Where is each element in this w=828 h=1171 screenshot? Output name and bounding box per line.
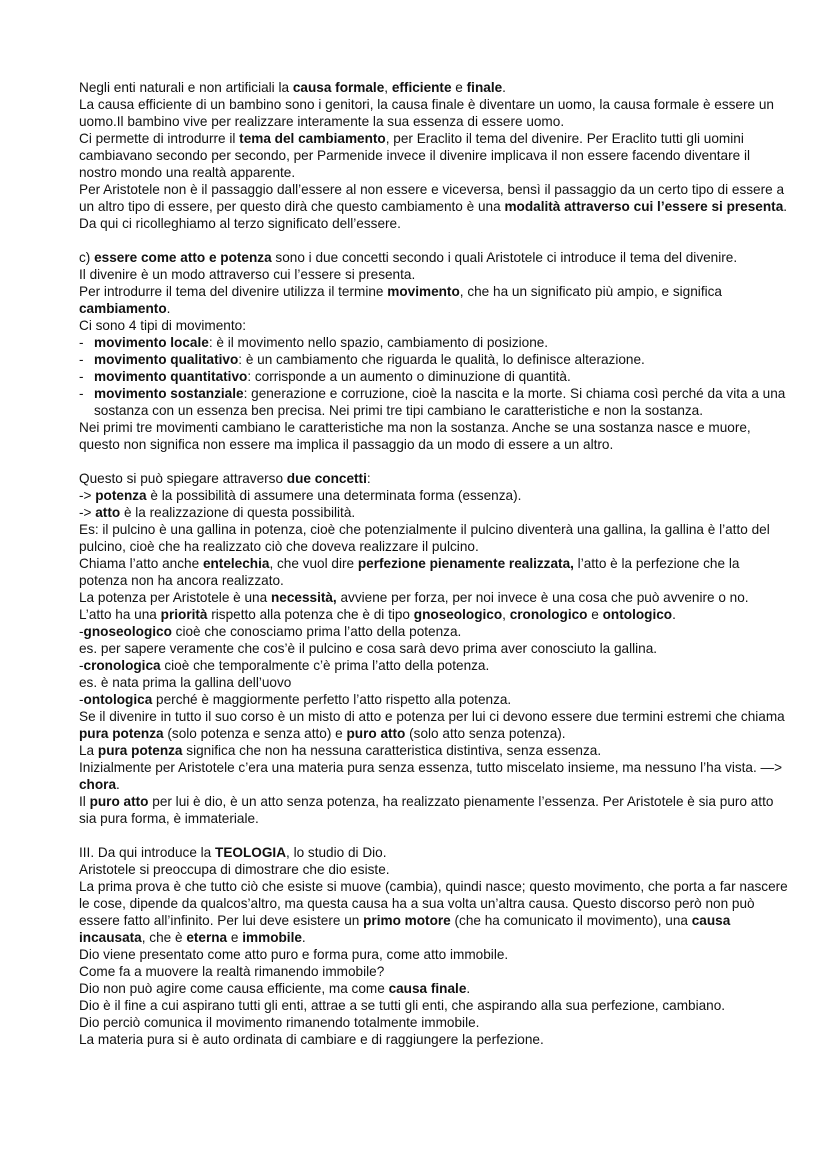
bold-term: efficiente — [391, 80, 452, 95]
text-run: sono i due concetti secondo i quali Aristotele ci introduce il tema del divenire. — [271, 250, 738, 265]
text-run: e — [587, 607, 603, 622]
paragraph — [79, 487, 788, 504]
text-run: c) — [79, 250, 95, 265]
text-run: Chiama l’atto anche — [79, 556, 203, 571]
text-run: (solo atto senza potenza). — [405, 726, 566, 741]
text-run: e — [227, 930, 243, 945]
paragraph — [79, 1014, 788, 1031]
text-run: , per Eraclito il tema del divenire. Per Eraclito tutti gli uomini cambiavano secondo per secondo, per Parmenide invece il divenire implicava il non essere facendo diventare il nostro mondo una realtà apparente. — [79, 131, 751, 180]
text-run: Es: il pulcino è una gallina in potenza, cioè che potenzialmente il pulcino diventerà una gallina, la gallina è l’atto del pulcino, cioè che ha realizzato ciò che doveva realizzare il pulcino. — [79, 522, 770, 554]
text-run: , che ha un significato più ampio, e significa — [459, 284, 722, 299]
paragraph-gap — [79, 232, 788, 249]
paragraph — [79, 606, 788, 623]
text-run: Il divenire è un modo attraverso cui l’essere si presenta. — [79, 267, 416, 282]
paragraph — [79, 555, 788, 589]
section-movement-note — [79, 419, 788, 453]
paragraph — [79, 793, 788, 827]
paragraph — [79, 844, 788, 861]
paragraph-gap — [79, 827, 788, 844]
text-run: La prima prova è che tutto ciò che esiste si muove (cambia), quindi nasce; questo movimento, che porta a far nascere le cose, dipende da qualcos’altro, ma questa causa ha a sua volta un’altra causa. Questo discorso però non può essere fatto all’infinito. Per lui deve esistere un — [79, 879, 788, 928]
bold-term: potenza — [95, 488, 147, 503]
paragraph — [79, 946, 788, 963]
text-run: Come fa a muovere la realtà rimanendo immobile? — [79, 964, 385, 979]
bold-term: chora — [79, 777, 117, 792]
text-run: rispetto alla potenza che è di tipo — [207, 607, 414, 622]
text-run: : generazione e corruzione, cioè la nascita e la morte. Si chiama così perché da vita a una sostanza con un essenza ben precisa. Nei primi tre tipi cambiano le caratteristiche e non la sostanza. — [94, 386, 786, 418]
text-run: cioè che temporalmente c’è prima l’atto della potenza. — [160, 658, 490, 673]
text-run: La potenza per Aristotele è una — [79, 590, 271, 605]
bold-term: ontologico — [602, 607, 673, 622]
text-run: III. Da qui introduce la — [79, 845, 216, 860]
paragraph — [79, 674, 788, 691]
paragraph — [79, 691, 788, 708]
text-run: , che è — [141, 930, 187, 945]
text-run: significa che non ha nessuna caratteristica distintiva, senza essenza. — [182, 743, 602, 758]
text-run: : — [366, 471, 371, 486]
text-run: : è il movimento nello spazio, cambiamento di posizione. — [208, 335, 549, 350]
text-run: Dio perciò comunica il movimento rimanendo totalmente immobile. — [79, 1015, 480, 1030]
movement-types-list — [79, 334, 788, 419]
paragraph — [79, 708, 788, 742]
paragraph — [79, 249, 788, 266]
paragraph — [79, 266, 788, 283]
bold-term: necessità, — [270, 590, 337, 605]
text-run: - — [79, 692, 84, 707]
section-act-potency — [79, 249, 788, 334]
list-item — [79, 385, 788, 419]
paragraph — [79, 521, 788, 555]
text-run: -> — [79, 505, 96, 520]
paragraph — [79, 878, 788, 946]
text-run: Inizialmente per Aristotele c’era una materia pura senza essenza, tutto miscelato insieme, ma nessuno l’ha vista. —> — [79, 760, 783, 775]
paragraph — [79, 79, 788, 96]
bold-term: causa incausata — [79, 913, 731, 945]
text-run: Ci sono 4 tipi di movimento: — [79, 318, 246, 333]
bold-term: movimento — [387, 284, 460, 299]
text-run: La materia pura si è auto ordinata di cambiare e di raggiungere la perfezione. — [79, 1032, 544, 1047]
text-run: es. per sapere veramente che cos’è il pulcino e cosa sarà devo prima aver conosciuto la gallina. — [79, 641, 658, 656]
text-run: . — [116, 777, 120, 792]
bold-term: causa finale — [388, 981, 467, 996]
list-item — [79, 368, 788, 385]
text-run: - — [79, 624, 84, 639]
text-run: . — [502, 80, 506, 95]
bold-term: due concetti — [286, 471, 367, 486]
paragraph — [79, 861, 788, 878]
list-dash: - — [79, 369, 84, 384]
text-run: , che vuol dire — [269, 556, 358, 571]
bold-term: primo motore — [363, 913, 451, 928]
text-run: Dio non può agire come causa efficiente, ma come — [79, 981, 389, 996]
text-run: Dio viene presentato come atto puro e forma pura, come atto immobile. — [79, 947, 509, 962]
text-run: Per Aristotele non è il passaggio dall’essere al non essere e viceversa, bensì il passaggio da un certo tipo di essere a un altro tipo di essere, per questo dirà che questo cambiamento è una — [79, 182, 785, 214]
bold-term: immobile — [242, 930, 302, 945]
text-run: cioè che conosciamo prima l’atto della potenza. — [171, 624, 462, 639]
text-run: Negli enti naturali e non artificiali la — [79, 80, 293, 95]
text-run: , — [502, 607, 510, 622]
text-run: -> — [79, 488, 96, 503]
bold-term: pura potenza — [79, 726, 164, 741]
paragraph — [79, 640, 788, 657]
text-run: L’atto ha una — [79, 607, 161, 622]
text-run: . — [166, 301, 171, 316]
text-run: Se il divenire in tutto il suo corso è un misto di atto e potenza per lui ci devono essere due termini estremi che chiama — [79, 709, 785, 724]
text-run: è la realizzazione di questa possibilità. — [120, 505, 356, 520]
bold-term: puro atto — [346, 726, 406, 741]
bold-term: cambiamento — [79, 301, 167, 316]
bold-term: gnoseologico — [413, 607, 503, 622]
paragraph — [79, 589, 788, 606]
bold-term: TEOLOGIA — [215, 845, 287, 860]
bold-term: tema del cambiamento — [239, 131, 386, 146]
paragraph — [79, 317, 788, 334]
text-run: Il — [79, 794, 90, 809]
text-run: Ci permette di introdurre il — [79, 131, 240, 146]
list-dash: - — [79, 386, 84, 401]
text-run: Nei primi tre movimenti cambiano le caratteristiche ma non la sostanza. Anche se una sostanza nasce e muore, questo non significa non essere ma implica il passaggio da un modo di essere a un altro. — [79, 420, 751, 452]
paragraph — [79, 181, 788, 232]
paragraph — [79, 419, 788, 453]
bold-term: perfezione pienamente realizzata, — [357, 556, 574, 571]
paragraph — [79, 657, 788, 674]
text-run: è la possibilità di assumere una determinata forma (essenza). — [146, 488, 522, 503]
section-causes — [79, 79, 788, 232]
bold-term: movimento locale — [94, 335, 209, 350]
bold-term: movimento qualitativo — [94, 352, 239, 367]
text-run: avviene per forza, per noi invece è una cosa che può avvenire o no. — [336, 590, 749, 605]
list-item — [79, 351, 788, 368]
text-run: Per introdurre il tema del divenire utilizza il termine — [79, 284, 388, 299]
bold-term: causa formale — [292, 80, 385, 95]
paragraph — [79, 742, 788, 759]
text-run: : corrisponde a un aumento o diminuzione di quantità. — [247, 369, 571, 384]
list-dash: - — [79, 335, 84, 350]
text-run: Dio è il fine a cui aspirano tutti gli enti, attrae a se tutti gli enti, che aspirando alla sua perfezione, cambiano. — [79, 998, 726, 1013]
paragraph — [79, 130, 788, 181]
paragraph — [79, 504, 788, 521]
bold-term: cronologica — [83, 658, 161, 673]
paragraph — [79, 96, 788, 130]
text-run: . — [301, 930, 306, 945]
bold-term: priorità — [160, 607, 208, 622]
bold-term: gnoseologico — [83, 624, 172, 639]
bold-term: eterna — [186, 930, 228, 945]
bold-term: movimento sostanziale — [94, 386, 244, 401]
paragraph — [79, 1031, 788, 1048]
text-run: es. è nata prima la gallina dell’uovo — [79, 675, 292, 690]
bold-term: ontologica — [83, 692, 153, 707]
bold-term: essere come atto e potenza — [94, 250, 272, 265]
text-run: . — [466, 981, 471, 996]
list-dash: - — [79, 352, 84, 367]
paragraph — [79, 997, 788, 1014]
list-item — [79, 334, 788, 351]
text-run: La — [79, 743, 98, 758]
text-run: (solo potenza e senza atto) e — [163, 726, 347, 741]
text-run: Questo si può spiegare attraverso — [79, 471, 287, 486]
bold-term: finale — [466, 80, 503, 95]
paragraph-gap — [79, 453, 788, 470]
text-run: - — [79, 658, 84, 673]
text-run: , — [384, 80, 392, 95]
text-run: per lui è dio, è un atto senza potenza, ha realizzato pienamente l’essenza. Per Aristotele è sia puro atto sia pura forma, è immateriale. — [79, 794, 774, 826]
section-two-concepts — [79, 470, 788, 827]
text-run: . Da qui ci ricolleghiamo al terzo significato dell’essere. — [79, 199, 788, 231]
text-run: (che ha comunicato il movimento), una — [450, 913, 692, 928]
paragraph — [79, 980, 788, 997]
bold-term: cronologico — [509, 607, 588, 622]
paragraph — [79, 283, 788, 317]
bold-term: movimento quantitativo — [94, 369, 248, 384]
paragraph — [79, 470, 788, 487]
bold-term: puro atto — [89, 794, 149, 809]
text-run: La causa efficiente di un bambino sono i genitori, la causa finale è diventare un uomo, la causa formale è essere un uomo.Il bambino vive per realizzare interamente la sua essenza di essere uomo. — [79, 97, 774, 129]
text-run: e — [451, 80, 467, 95]
text-run: perché è maggiormente perfetto l’atto rispetto alla potenza. — [152, 692, 512, 707]
bold-term: modalità attraverso cui l’essere si presenta — [504, 199, 784, 214]
text-run: . — [672, 607, 676, 622]
paragraph — [79, 759, 788, 793]
text-run: : è un cambiamento che riguarda le qualità, lo definisce alterazione. — [238, 352, 645, 367]
paragraph — [79, 963, 788, 980]
section-theology — [79, 844, 788, 1048]
text-run: , lo studio di Dio. — [286, 845, 387, 860]
text-run: Aristotele si preoccupa di dimostrare che dio esiste. — [79, 862, 390, 877]
bold-term: pura potenza — [97, 743, 183, 758]
bold-term: entelechia — [202, 556, 270, 571]
paragraph — [79, 623, 788, 640]
text-run: l’atto è la perfezione che la potenza non ha ancora realizzato. — [79, 556, 740, 588]
bold-term: atto — [95, 505, 121, 520]
